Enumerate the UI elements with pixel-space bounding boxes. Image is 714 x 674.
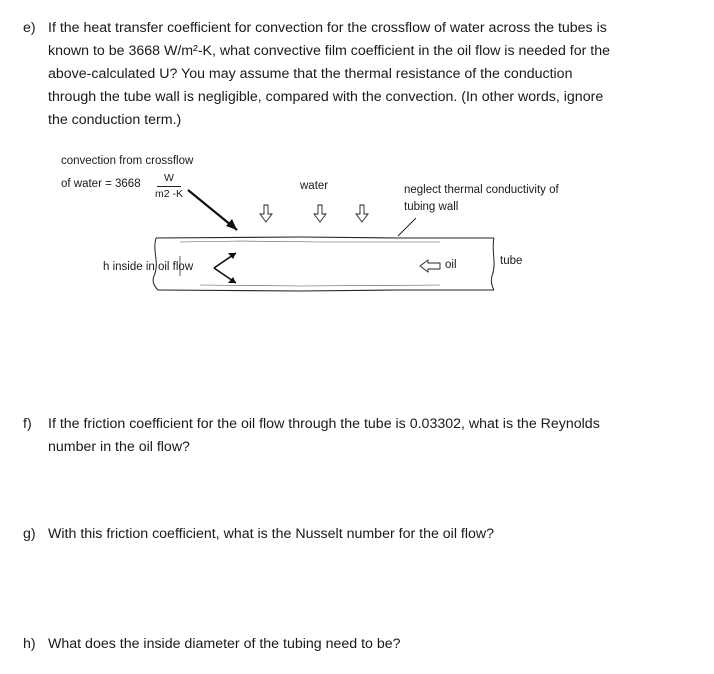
neglect-label-line2: tubing wall <box>404 201 459 213</box>
h-inside-label: h inside in oil flow <box>103 261 194 273</box>
tube-top-wall-inner <box>180 241 440 242</box>
unit-fraction-bar <box>157 186 181 187</box>
question-line: the conduction term.) <box>48 112 182 128</box>
oil-arrow-icon <box>420 260 440 272</box>
water-arrow-icon <box>356 205 368 222</box>
question-line: above-calculated U? You may assume that the thermal resistance of the conduction <box>48 66 573 82</box>
question-f <box>23 413 703 461</box>
neglect-label-line1: neglect thermal conductivity of <box>404 184 559 196</box>
convection-arrowhead <box>226 219 237 230</box>
question-g <box>23 523 703 547</box>
question-line: If the friction coefficient for the oil flow through the tube is 0.03302, what is the Reynolds <box>48 416 600 432</box>
oil-label: oil <box>445 259 457 271</box>
question-label: g) <box>23 526 36 542</box>
question-line: known to be 3668 W/m²-K, what convective film coefficient in the oil flow is needed for the <box>48 43 610 59</box>
tube-right-end <box>491 238 494 290</box>
neglect-pointer-line <box>398 218 416 236</box>
convection-label: convection from crossflow <box>61 155 194 167</box>
question-h <box>23 633 703 657</box>
water-arrow-icon <box>314 205 326 222</box>
water-arrow-icon <box>260 205 272 222</box>
question-line: If the heat transfer coefficient for convection for the crossflow of water across the tubes is <box>48 20 607 36</box>
question-line: What does the inside diameter of the tubing need to be? <box>48 636 401 652</box>
unit-numerator: W <box>164 172 174 184</box>
tube-bottom-wall-inner <box>200 285 440 286</box>
tube-label: tube <box>500 255 523 267</box>
of-water-label: of water = 3668 <box>61 178 141 190</box>
question-line: through the tube wall is negligible, compared with the convection. (In other words, ignore <box>48 89 604 105</box>
unit-denominator: m2 -K <box>155 188 184 200</box>
tube-top-wall <box>156 237 494 238</box>
question-line: number in the oil flow? <box>48 439 190 455</box>
tube-bottom-wall <box>158 290 494 291</box>
water-label: water <box>300 180 329 192</box>
question-label: h) <box>23 636 36 652</box>
question-label: f) <box>23 416 32 432</box>
question-label: e) <box>23 20 36 36</box>
question-line: With this friction coefficient, what is the Nusselt number for the oil flow? <box>48 526 495 542</box>
